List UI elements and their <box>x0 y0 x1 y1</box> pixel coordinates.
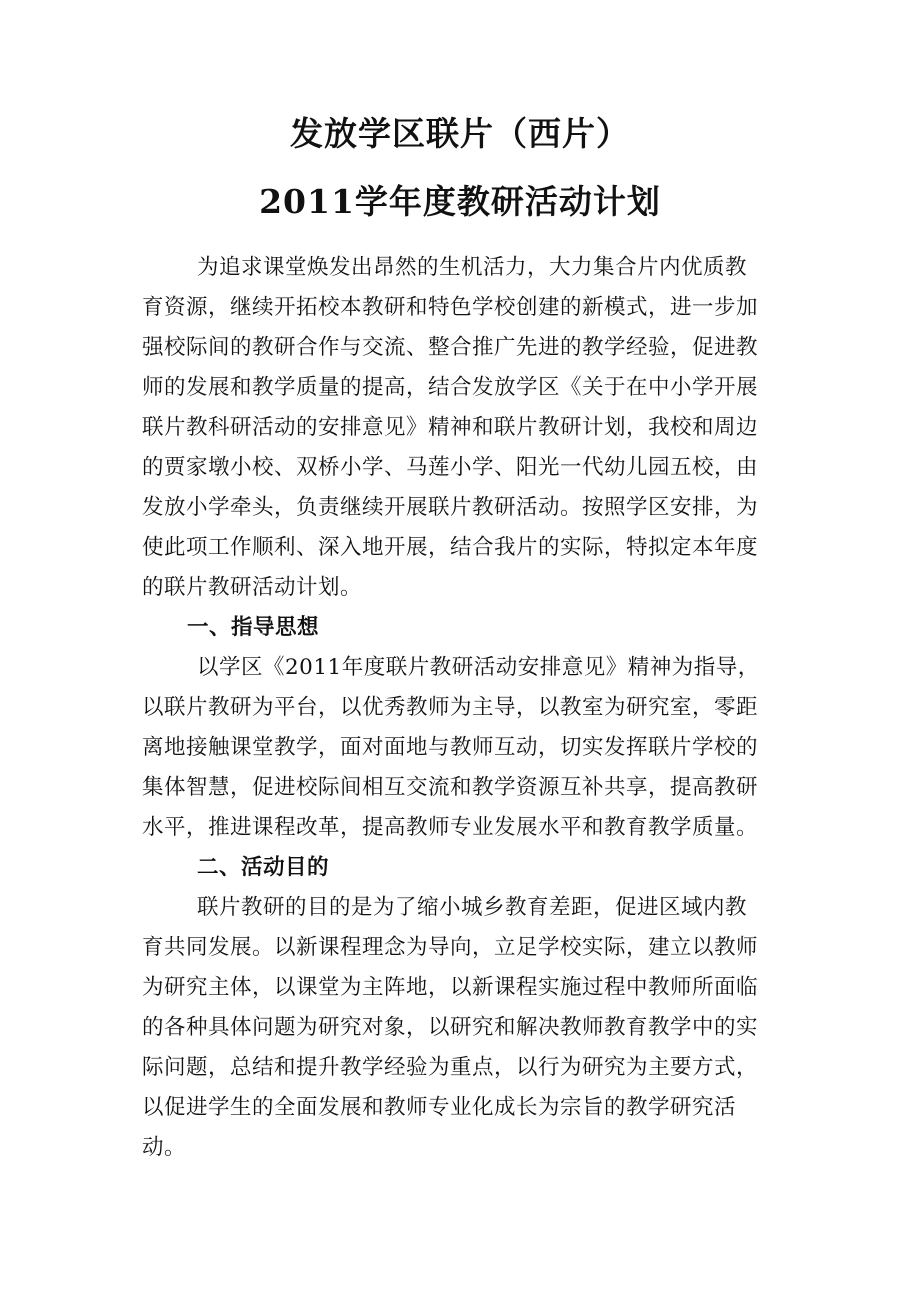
section1-paragraph-line: 离地接触课堂教学，面对面地与教师互动，切实发挥联片学校的 <box>142 735 759 760</box>
intro-paragraph-line: 的贾家墩小校、双桥小学、马莲小学、阳光一代幼儿园五校，由 <box>142 455 759 480</box>
intro-paragraph-line: 育资源，继续开拓校本教研和特色学校创建的新模式，进一步加 <box>142 295 759 320</box>
intro-paragraph-line: 强校际间的教研合作与交流、整合推广先进的教学经验，促进教 <box>142 335 759 360</box>
document-title: 发放学区联片（西片） <box>290 114 630 153</box>
intro-paragraph-line: 为追求课堂焕发出昂然的生机活力，大力集合片内优质教 <box>197 255 748 280</box>
section1-paragraph-line: 水平，推进课程改革，提高教师专业发展水平和教育教学质量。 <box>142 815 759 840</box>
section-heading-guiding-thought: 一、指导思想 <box>187 615 320 640</box>
intro-paragraph-line: 发放小学牵头，负责继续开展联片教研活动。按照学区安排，为 <box>142 495 759 520</box>
intro-paragraph-line: 师的发展和教学质量的提高，结合发放学区《关于在中小学开展 <box>142 375 759 400</box>
intro-paragraph-line: 使此项工作顺利、深入地开展，结合我片的实际，特拟定本年度 <box>142 535 759 560</box>
section2-paragraph-line: 动。 <box>142 1135 187 1160</box>
intro-paragraph-line: 联片教科研活动的安排意见》精神和联片教研计划，我校和周边 <box>142 415 759 440</box>
section1-paragraph-line: 以学区《2011年度联片教研活动安排意见》精神为指导， <box>197 655 760 680</box>
section2-paragraph-line: 际问题，总结和提升教学经验为重点，以行为研究为主要方式， <box>142 1055 759 1080</box>
section2-paragraph-line: 育共同发展。以新课程理念为导向，立足学校实际，建立以教师 <box>142 935 759 960</box>
section1-paragraph-line: 集体智慧，促进校际间相互交流和教学资源互补共享，提高教研 <box>142 775 759 800</box>
section2-paragraph-line: 以促进学生的全面发展和教师专业化成长为宗旨的教学研究活 <box>142 1095 737 1120</box>
section1-paragraph-line: 以联片教研为平台，以优秀教师为主导，以教室为研究室，零距 <box>142 695 759 720</box>
section2-paragraph-line: 联片教研的目的是为了缩小城乡教育差距，促进区域内教 <box>197 895 748 920</box>
document-subtitle: 2011学年度教研活动计划 <box>259 182 661 221</box>
section2-paragraph-line: 的各种具体问题为研究对象，以研究和解决教师教育教学中的实 <box>142 1015 759 1040</box>
section2-paragraph-line: 为研究主体，以课堂为主阵地，以新课程实施过程中教师所面临 <box>142 975 759 1000</box>
section-heading-activity-purpose: 二、活动目的 <box>197 855 330 880</box>
intro-paragraph-line: 的联片教研活动计划。 <box>142 575 363 600</box>
